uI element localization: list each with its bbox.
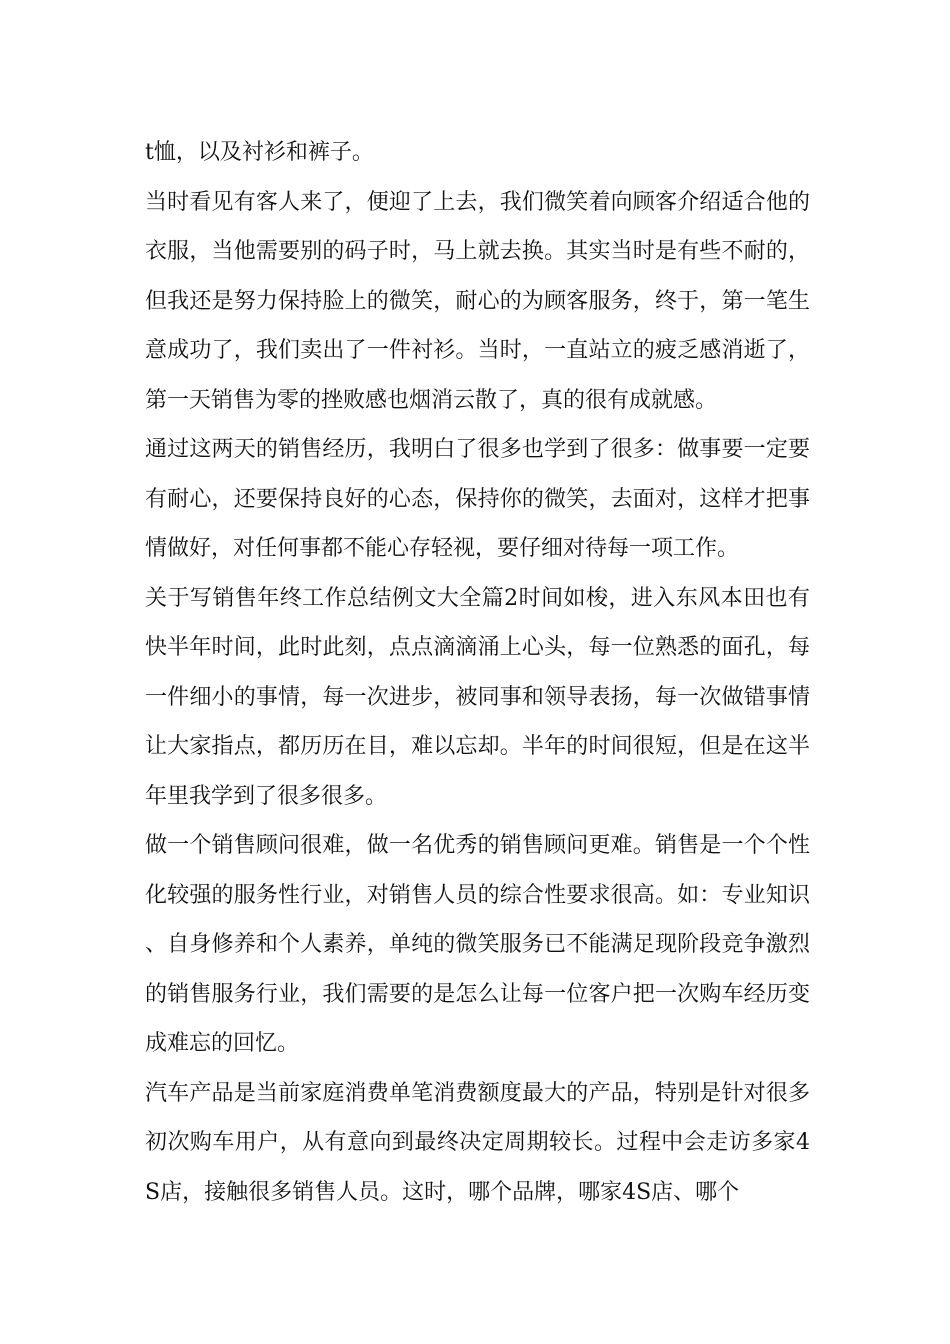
paragraph-5: 做一个销售顾问很难，做一名优秀的销售顾问更难。销售是一个个性化较强的服务性行业，对销售人员的综合性要求很高。如：专业知识、自身修养和个人素养，单纯的微笑服务已不能满足现阶段竞争激烈的销售服务行业，我们需要的是怎么让每一位客户把一次购车经历变成难忘的回忆。 (145, 833, 810, 1056)
paragraph-1: t恤，以及衬衫和裤子。 (145, 140, 374, 165)
document-body (145, 128, 810, 1217)
paragraph-4: 关于写销售年终工作总结例文大全篇2时间如梭，进入东风本田也有快半年时间，此时此刻，点点滴滴涌上心头，每一位熟悉的面孔，每一件细小的事情，每一次进步，被同事和领导表扬，每一次做错事情让大家指点，都历历在目，难以忘却。半年的时间很短，但是在这半年里我学到了很多很多。 (145, 585, 810, 809)
paragraph-3: 通过这两天的销售经历，我明白了很多也学到了很多：做事要一定要有耐心，还要保持良好的心态，保持你的微笑，去面对，这样才把事情做好，对任何事都不能心存轻视，要仔细对待每一项工作。 (145, 437, 810, 561)
paragraph-6: 汽车产品是当前家庭消费单笔消费额度最大的产品，特别是针对很多初次购车用户，从有意向到最终决定周期较长。过程中会走访多家4S店，接触很多销售人员。这时，哪个品牌，哪家4S店、哪个 (145, 1080, 810, 1205)
paragraph-2: 当时看见有客人来了，便迎了上去，我们微笑着向顾客介绍适合他的衣服，当他需要别的码子时，马上就去换。其实当时是有些不耐的，但我还是努力保持脸上的微笑，耐心的为顾客服务，终于，第一笔生意成功了，我们卖出了一件衬衫。当时，一直站立的疲乏感消逝了，第一天销售为零的挫败感也烟消云散了，真的很有成就感。 (145, 189, 810, 413)
